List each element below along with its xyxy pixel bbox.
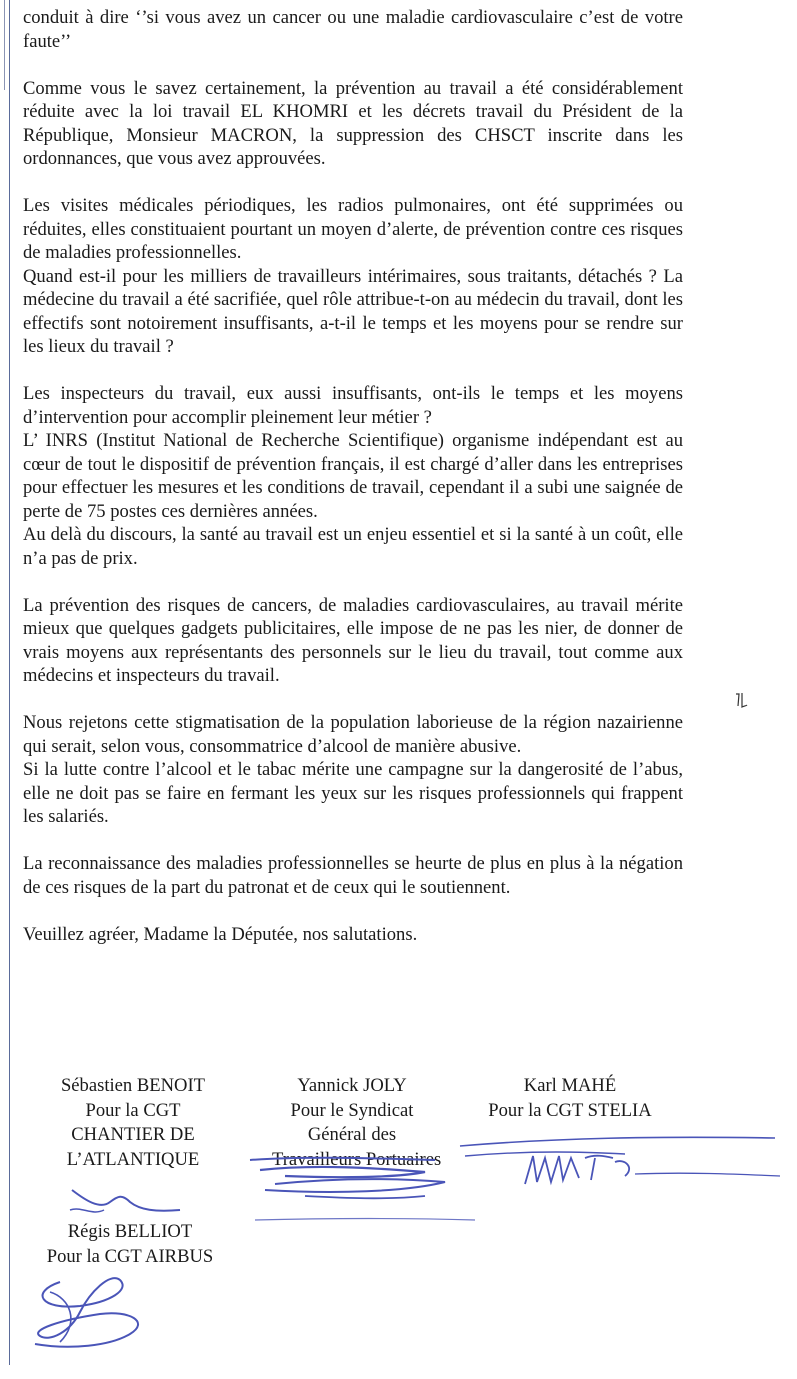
letter-body <box>23 6 683 970</box>
paragraph-6: L’ INRS (Institut National de Recherche Scientifique) organisme indépendant est au cœur de tout le dispositif de prévention français, il est chargé d’aller dans les entreprises pour effectuer les mesures et les conditions de travail, cependant il a subi une saignée de perte de 75 postes ces dernières années. <box>23 430 683 522</box>
signatory-joly <box>272 1074 442 1172</box>
signature-belliot <box>10 1262 160 1362</box>
signatory-name: Karl MAHÉ <box>523 1075 617 1096</box>
paragraph-3: Les visites médicales périodiques, les radios pulmonaires, ont été supprimées ou réduites, elles constituaient pourtant un moyen d’alerte, de prévention contre ces risques de maladies professionnelles. <box>23 195 683 263</box>
paragraph-10: Si la lutte contre l’alcool et le tabac mérite une campagne sur la dangerosité de l’abus, elle ne doit pas se faire en fermant les yeux sur les risques professionnels qui frappent les salariés. <box>23 759 683 827</box>
signature-mahe <box>455 1128 785 1208</box>
paragraph-9: Nous rejetons cette stigmatisation de la population laborieuse de la région nazairienne qui serait, selon vous, consommatrice d’alcool de manière abusive. <box>23 712 683 757</box>
paragraph-7: Au delà du discours, la santé au travail est un enjeu essentiel et si la santé à un coût, elle n’a pas de prix. <box>23 524 683 569</box>
signatory-org: Pour la CGT AIRBUS <box>46 1245 214 1267</box>
signatory-org: L’ATLANTIQUE <box>66 1148 200 1170</box>
paragraph-4: Quand est-il pour les milliers de travailleurs intérimaires, sous traitants, détachés ? La médecine du travail a été sacrifiée, quel rôle attribue-t-on au médecin du travail, dont les effectifs sont notoirement insuffisants, a-t-il le temps et les moyens pour se rendre sur les lieux du travail ? <box>23 265 683 357</box>
paragraph-2: Comme vous le savez certainement, la prévention au travail a été considérablement réduite avec la loi travail EL KHOMRI et les décrets travail du Président de la République, Monsieur MACRON, la suppression des CHSCT inscrite dans les ordonnances, que vous avez approuvées. <box>23 77 683 169</box>
margin-rule-secondary <box>4 0 5 90</box>
signatory-name: Yannick JOLY <box>297 1075 407 1096</box>
paragraph-11: La reconnaissance des maladies professionnelles se heurte de plus en plus à la négation de ces risques de la part du patronat et de ceux qui le soutiennent. <box>23 853 683 898</box>
closing-salutation: Veuillez agréer, Madame la Députée, nos salutations. <box>23 923 418 945</box>
paragraph-5: Les inspecteurs du travail, eux aussi insuffisants, ont-ils le temps et les moyens d’intervention pour accomplir pleinement leur métier ? <box>23 383 683 428</box>
signatory-org: Pour le Syndicat <box>290 1099 414 1121</box>
signatory-org: Travailleurs Portuaires <box>272 1148 442 1170</box>
signatory-name: Régis BELLIOT <box>67 1221 193 1242</box>
signatory-belliot <box>30 1220 230 1269</box>
signatory-name: Sébastien BENOIT <box>60 1075 206 1096</box>
signatory-org: Pour la CGT STELIA <box>488 1099 652 1121</box>
signatory-mahe <box>470 1074 670 1123</box>
paragraph-8: La prévention des risques de cancers, de maladies cardiovasculaires, au travail mérite mieux que quelques gadgets publicitaires, elle impose de ne pas les nier, de donner de vrais moyens aux représentants des personnels sur le lieu du travail, tout comme aux médecins et inspecteurs du travail. <box>23 594 683 686</box>
signatory-org: Général des <box>307 1124 397 1145</box>
signatory-benoit <box>38 1074 228 1172</box>
paragraph-1: conduit à dire ‘’si vous avez un cancer ou une maladie cardiovasculaire c’est de votre faute’’ <box>23 7 683 52</box>
margin-rule <box>9 0 10 1365</box>
signatory-org: CHANTIER DE <box>71 1124 195 1145</box>
signatory-org: Pour la CGT <box>85 1099 181 1121</box>
margin-annotation-mark <box>733 690 749 710</box>
